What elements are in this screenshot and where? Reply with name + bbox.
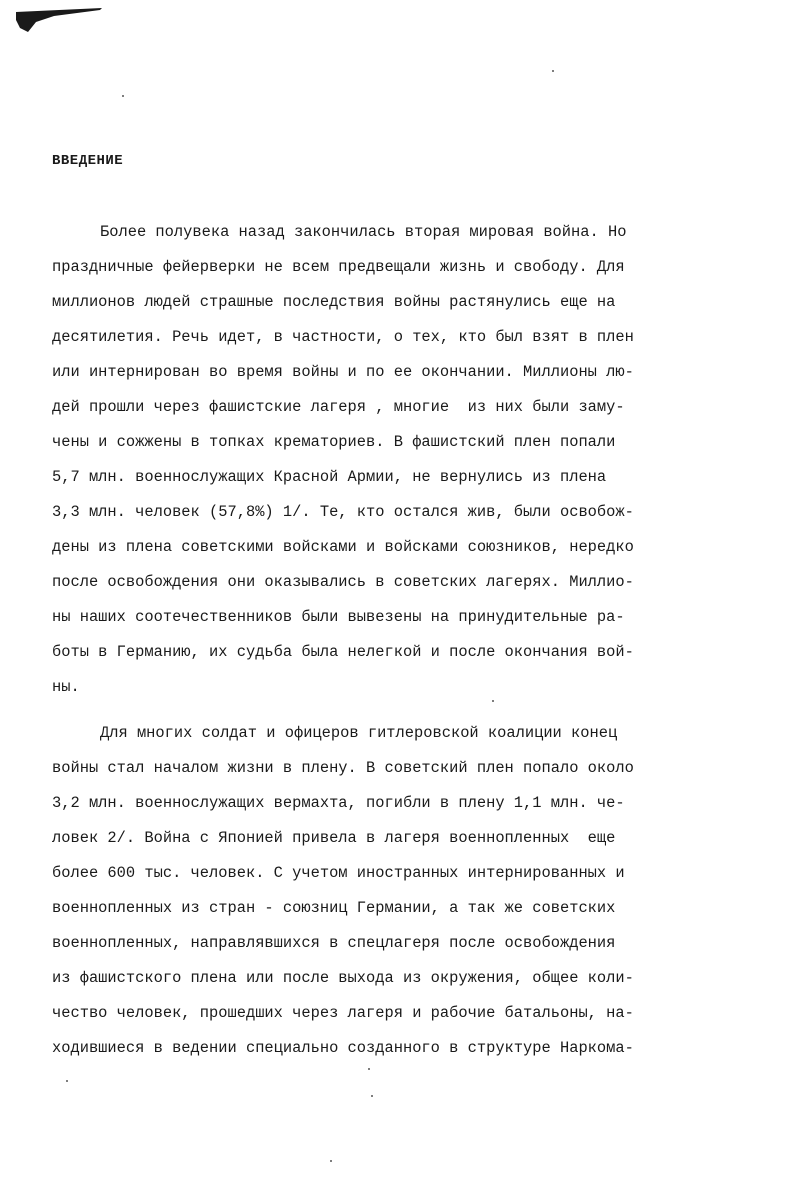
scan-speck <box>66 1080 68 1082</box>
text-line: ходившиеся в ведении специально созданного в структуре Наркома- <box>52 1039 634 1057</box>
text-line: праздничные фейерверки не всем предвещали жизнь и свободу. Для <box>52 258 625 276</box>
text-line: военнопленных из стран - союзниц Германии, а так же советских <box>52 899 616 917</box>
text-line: Более полувека назад закончилась вторая мировая война. Но <box>100 223 627 241</box>
text-line: более 600 тыс. человек. С учетом иностранных интернированных и <box>52 864 625 882</box>
text-line: десятилетия. Речь идет, в частности, о тех, кто был взят в плен <box>52 328 634 346</box>
paragraph-1 <box>52 215 712 705</box>
scan-speck <box>552 70 554 72</box>
text-line: 3,3 млн. человек (57,8%) 1/. Те, кто остался жив, были освобож- <box>52 503 634 521</box>
text-line: ны. <box>52 678 80 696</box>
text-line: дены из плена советскими войсками и войсками союзников, нередко <box>52 538 634 556</box>
scan-artifact-mark <box>14 6 104 34</box>
scan-speck <box>371 1095 373 1097</box>
text-line: 3,2 млн. военнослужащих вермахта, погибли в плену 1,1 млн. че- <box>52 794 625 812</box>
text-line: Для многих солдат и офицеров гитлеровской коалиции конец <box>100 724 618 742</box>
text-line: чество человек, прошедших через лагеря и рабочие батальоны, на- <box>52 1004 634 1022</box>
text-line: чены и сожжены в топках крематориев. В фашистский плен попали <box>52 433 616 451</box>
text-line: войны стал началом жизни в плену. В советский плен попало около <box>52 759 634 777</box>
text-line: ны наших соотечественников были вывезены на принудительные ра- <box>52 608 625 626</box>
text-line: военнопленных, направлявшихся в спецлагеря после освобождения <box>52 934 616 952</box>
text-line: боты в Германию, их судьба была нелегкой и после окончания вой- <box>52 643 634 661</box>
text-line: после освобождения они оказывались в советских лагерях. Миллио- <box>52 573 634 591</box>
text-line: или интернирован во время войны и по ее окончании. Миллионы лю- <box>52 363 634 381</box>
paragraph-2 <box>52 716 712 1066</box>
scan-speck <box>368 1068 370 1070</box>
text-line: 5,7 млн. военнослужащих Красной Армии, не вернулись из плена <box>52 468 607 486</box>
text-line: из фашистского плена или после выхода из окружения, общее коли- <box>52 969 634 987</box>
text-line: дей прошли через фашистские лагеря , многие из них были заму- <box>52 398 625 416</box>
text-line: миллионов людей страшные последствия войны растянулись еще на <box>52 293 616 311</box>
scan-speck <box>122 95 124 97</box>
text-line: ловек 2/. Война с Японией привела в лагеря военнопленных еще <box>52 829 616 847</box>
scan-speck <box>330 1160 332 1162</box>
document-heading: ВВЕДЕНИЕ <box>52 153 124 169</box>
